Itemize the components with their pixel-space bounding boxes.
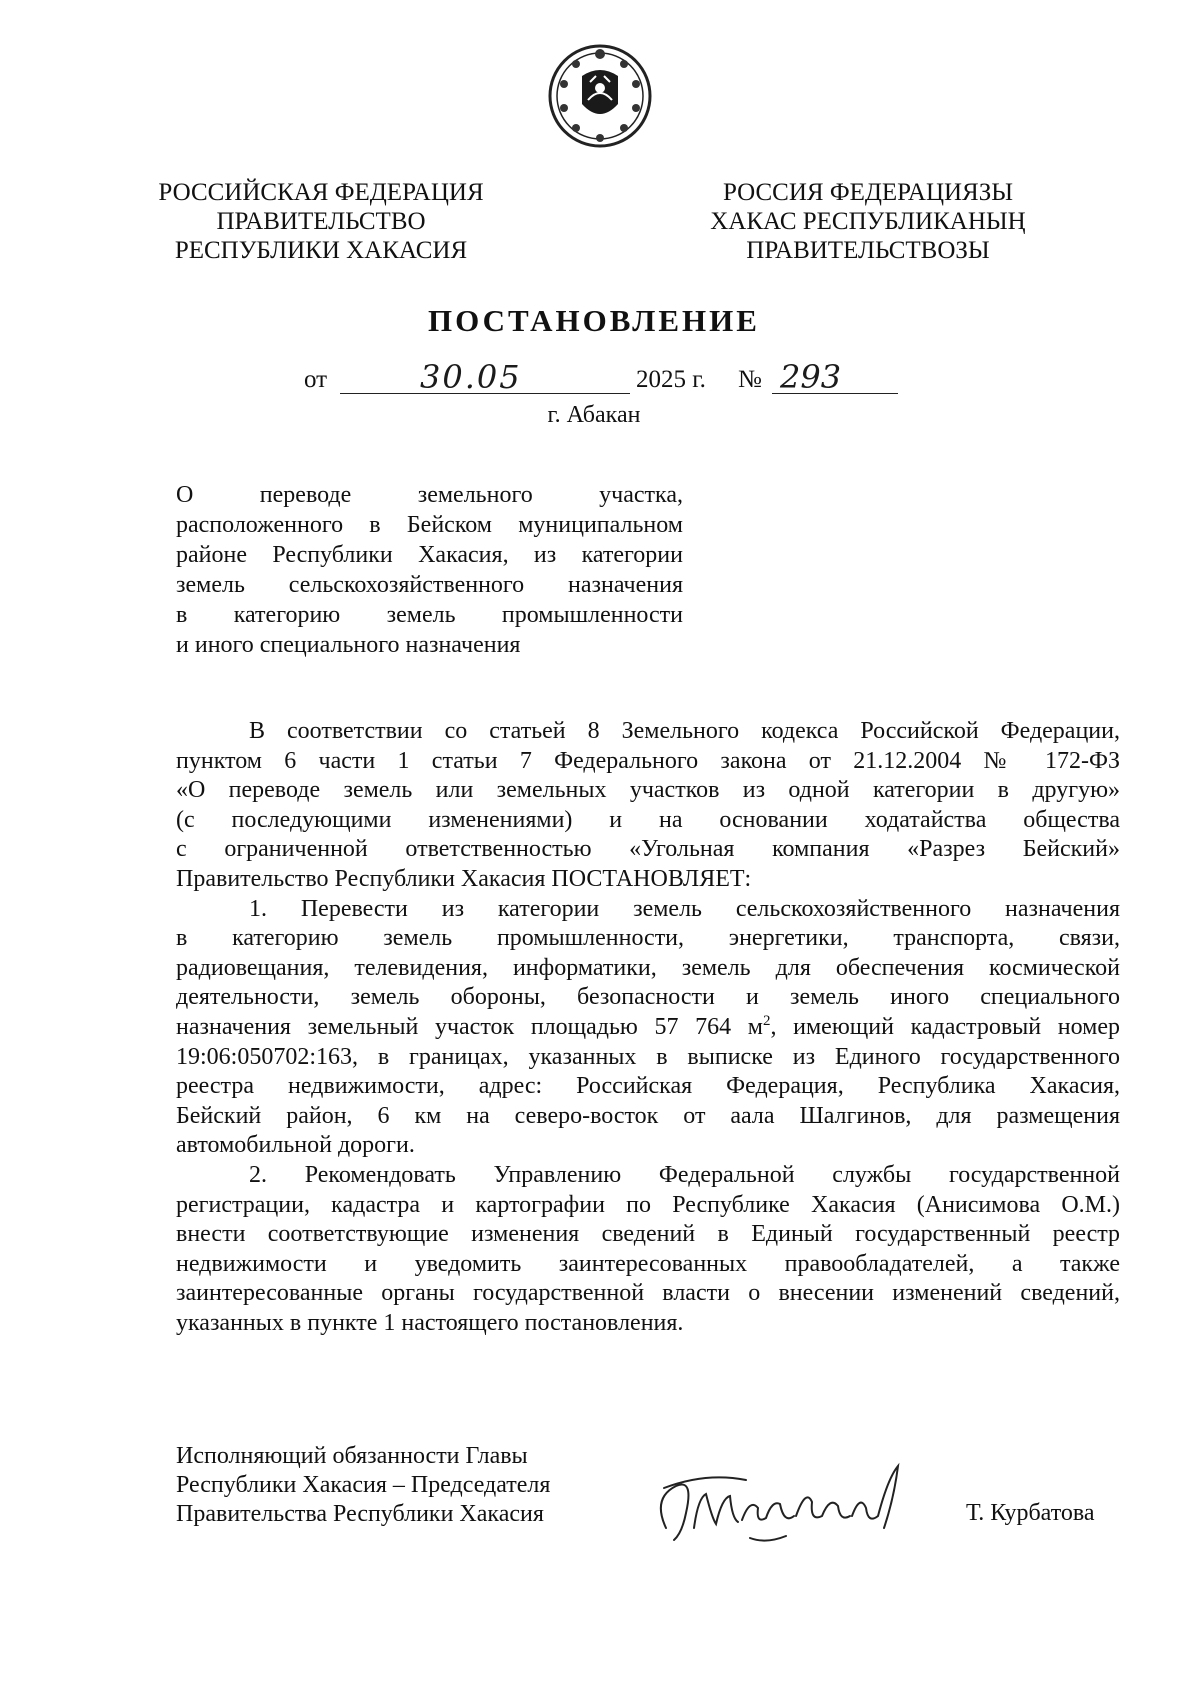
body-line: заинтересованные органы государственной власти о внесении изменений сведений,: [176, 1280, 1120, 1307]
body-line: с ограниченной ответственностью «Угольная компания «Разрез Бейский»: [176, 836, 1120, 863]
body-line: радиовещания, телевидения, информатики, земель для обеспечения космической: [176, 954, 1120, 981]
position-line: Исполняющий обязанности Главы: [176, 1443, 528, 1469]
handwritten-number: 293: [780, 358, 842, 396]
body-line: пунктом 6 части 1 статьи 7 Федерального закона от 21.12.2004 № 172-ФЗ: [176, 747, 1120, 774]
header-right-line: ХАКАС РЕСПУБЛИКАНЫҢ: [710, 208, 1026, 235]
body-line: 1. Перевести из категории земель сельскохозяйственного назначения: [249, 895, 1120, 922]
header-right-line: ПРАВИТЕЛЬСТВОЗЫ: [746, 237, 990, 264]
signatory-name: Т. Курбатова: [966, 1500, 1095, 1526]
subject-line: земель сельскохозяйственного назначения: [176, 572, 683, 598]
area-superscript: 2: [763, 1012, 771, 1029]
signatory-position: [176, 1442, 550, 1529]
coat-of-arms-emblem: [546, 42, 654, 150]
handwritten-date: 30.05: [420, 358, 522, 396]
handwritten-signature: [646, 1458, 912, 1550]
subject-line: и иного специального назначения: [176, 632, 521, 658]
body-line: в категорию земель промышленности, энергетики, транспорта, связи,: [176, 925, 1120, 952]
body-line: внести соответствующие изменения сведений в Единый государственный реестр: [176, 1221, 1120, 1248]
position-line: Республики Хакасия – Председателя: [176, 1472, 551, 1498]
header-left-line: РЕСПУБЛИКИ ХАКАСИЯ: [174, 237, 468, 264]
body-line: 2. Рекомендовать Управлению Федеральной службы государственной: [249, 1161, 1120, 1188]
body-line: автомобильной дороги.: [176, 1132, 415, 1159]
document-title: ПОСТАНОВЛЕНИЕ: [428, 303, 760, 338]
body-line: регистрации, кадастра и картографии по Республике Хакасия (Анисимова О.М.): [176, 1191, 1120, 1218]
subject-block: [176, 480, 683, 660]
subject-line: районе Республики Хакасия, из категории: [176, 542, 683, 568]
header-left-line: РОССИЙСКАЯ ФЕДЕРАЦИЯ: [158, 179, 484, 206]
header-right: [692, 178, 1044, 265]
subject-line: О переводе земельного участка,: [176, 482, 683, 508]
area-text-rest: , имеющий кадастровый номер: [770, 1013, 1120, 1040]
body-line: реестра недвижимости, адрес: Российская Федерация, Республика Хакасия,: [176, 1073, 1120, 1100]
subject-line: расположенного в Бейском муниципальном: [176, 512, 683, 538]
body-line: Бейский район, 6 км на северо-восток от аала Шалгинов, для размещения: [176, 1102, 1120, 1129]
body-line: недвижимости и уведомить заинтересованных правообладателей, а также: [176, 1250, 1120, 1277]
body-line: 19:06:050702:163, в границах, указанных в выписке из Единого государственного: [176, 1043, 1120, 1070]
body-line: «О переводе земель или земельных участков из одной категории в другую»: [176, 777, 1120, 804]
area-text: назначения земельный участок площадью 57 764 м: [176, 1013, 763, 1040]
position-line: Правительства Республики Хакасия: [176, 1501, 544, 1527]
city: г. Абакан: [547, 402, 641, 428]
body-line-area: [176, 1013, 1120, 1043]
date-prefix: от: [304, 366, 328, 393]
header-left-line: ПРАВИТЕЛЬСТВО: [216, 208, 426, 235]
document-body: [176, 717, 1120, 1338]
body-line: деятельности, земель обороны, безопасности и земель иного специального: [176, 984, 1120, 1011]
number-sign: №: [738, 366, 762, 393]
header-right-line: РОССИЯ ФЕДЕРАЦИЯЗЫ: [722, 179, 1014, 206]
header-left: [150, 178, 492, 265]
date-year: 2025 г.: [636, 366, 706, 393]
body-line: указанных в пункте 1 настоящего постановления.: [176, 1309, 684, 1336]
body-line: В соответствии со статьей 8 Земельного кодекса Российской Федерации,: [249, 718, 1120, 744]
subject-line: в категорию земель промышленности: [176, 602, 683, 628]
body-line: (с последующими изменениями) и на основании ходатайства общества: [176, 806, 1120, 833]
body-line: Правительство Республики Хакасия ПОСТАНОВЛЯЕТ:: [176, 865, 752, 892]
